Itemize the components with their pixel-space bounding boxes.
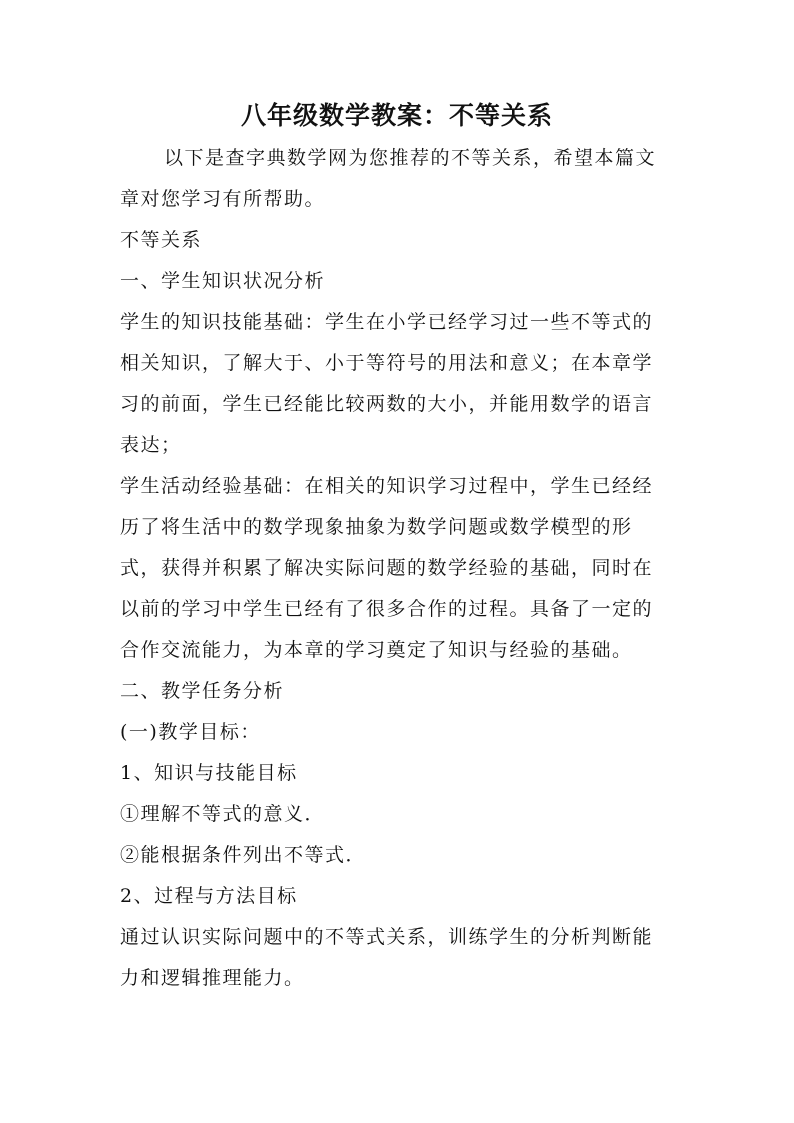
document-title: 八年级数学教案：不等关系 [240, 101, 553, 130]
goal-heading-1: 1、知识与技能目标 [120, 762, 298, 784]
goal-item-2: ②能根据条件列出不等式． [120, 844, 367, 866]
section-heading-2: 二、教学任务分析 [120, 680, 285, 702]
paragraph-line: 学生活动经验基础：在相关的知识学习过程中，学生已经经 [120, 475, 654, 497]
paragraph-line: 力和逻辑推理能力。 [120, 967, 305, 989]
intro-line-1: 以下是查字典数学网为您推荐的不等关系，希望本篇文 [164, 147, 657, 169]
paragraph-line: 式，获得并积累了解决实际问题的数学经验的基础，同时在 [120, 557, 654, 579]
paragraph-line: 合作交流能力，为本章的学习奠定了知识与经验的基础。 [120, 639, 633, 661]
paragraph-line: 历了将生活中的数学现象抽象为数学问题或数学模型的形 [120, 516, 633, 538]
paragraph-line: 相关知识，了解大于、小于等符号的用法和意义；在本章学 [120, 352, 654, 374]
intro-line-2: 章对您学习有所帮助。 [120, 188, 326, 210]
paragraph-line: 表达； [120, 434, 182, 456]
goal-heading-2: 2、过程与方法目标 [120, 885, 298, 907]
paragraph-line: 习的前面，学生已经能比较两数的大小，并能用数学的语言 [120, 393, 654, 415]
subsection-heading: (一)教学目标： [120, 721, 261, 743]
goal-item-1: ①理解不等式的意义． [120, 803, 326, 825]
paragraph-line: 以前的学习中学生已经有了很多合作的过程。具备了一定的 [120, 598, 654, 620]
section-heading-topic: 不等关系 [120, 229, 203, 251]
document-body [120, 138, 680, 999]
paragraph-line: 学生的知识技能基础：学生在小学已经学习过一些不等式的 [120, 311, 654, 333]
section-heading-1: 一、学生知识状况分析 [120, 270, 326, 292]
paragraph-line: 通过认识实际问题中的不等式关系，训练学生的分析判断能 [120, 926, 654, 948]
